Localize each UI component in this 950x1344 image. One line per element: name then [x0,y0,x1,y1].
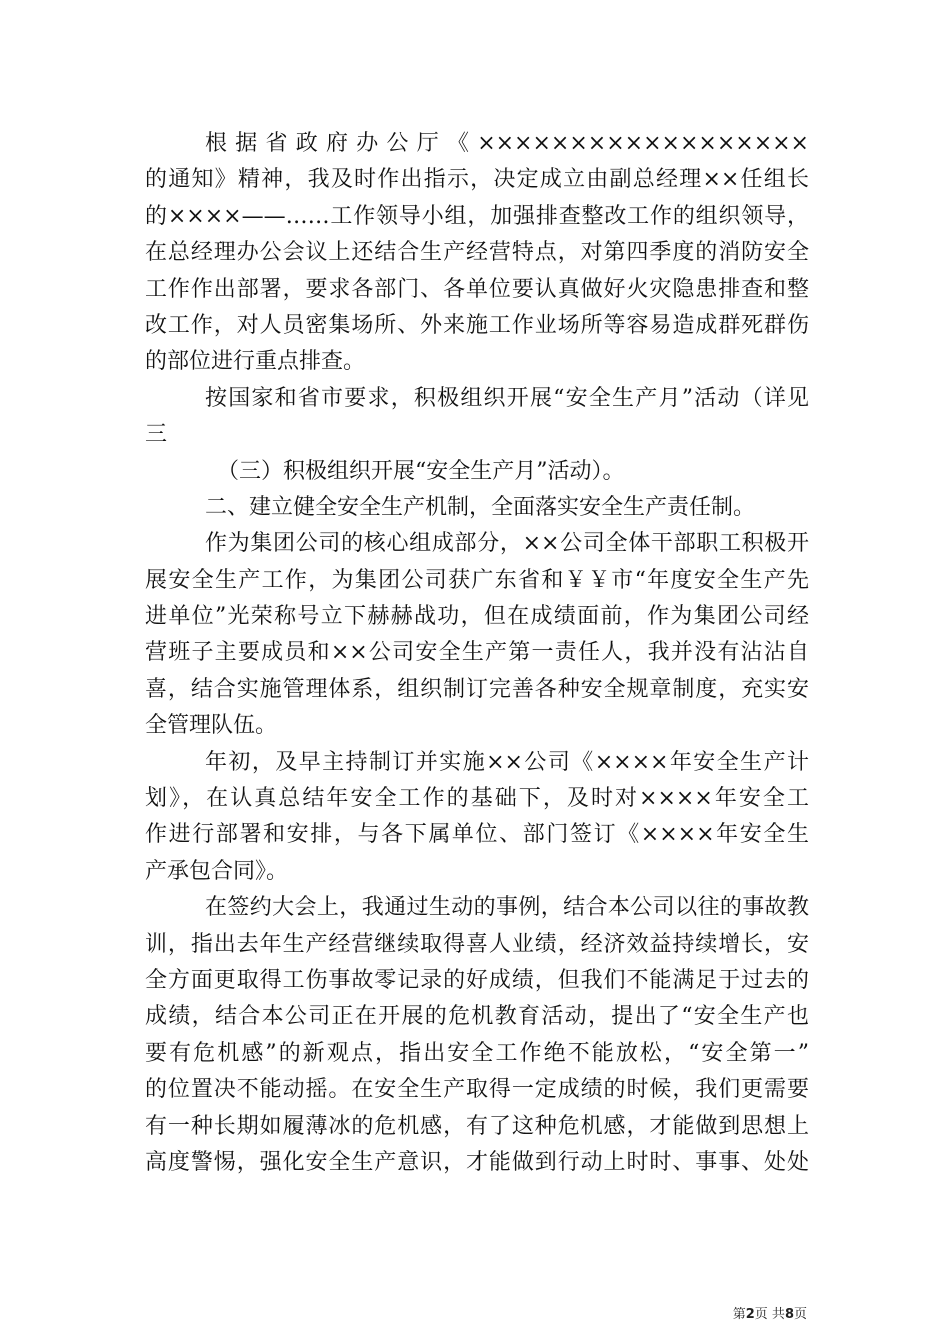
text-line: 全管理队伍。 [145,713,278,739]
total-page-number: 8 [784,1307,794,1322]
text-line: 的通知》精神，我及时作出指示，决定成立由副总经理××任组长 [145,167,809,193]
text-line: 的位置决不能动摇。在安全生产取得一定成绩的时候，我们更需要 [145,1077,809,1103]
text-line: 在总经理办公会议上还结合生产经营特点，对第四季度的消防安全 [145,240,809,266]
text-line: 根据省政府办公厅《×××××××××××××××××× [205,131,809,156]
footer-middle: 页 共 [754,1307,785,1322]
text-line: 在签约大会上，我通过生动的事例，结合本公司以往的事故教 [205,895,809,921]
document-body [145,126,809,1181]
text-line: 划》，在认真总结年安全工作的基础下，及时对××××年安全工 [145,786,809,812]
text-line: 成绩，结合本公司正在开展的危机教育活动，提出了“安全生产也 [145,1004,809,1030]
text-line: 高度警惕，强化安全生产意识，才能做到行动上时时、事事、处处 [145,1149,809,1175]
text-line: 作进行部署和安排，与各下属单位、部门签订《××××年安全生 [145,822,809,848]
text-line: 全方面更取得工伤事故零记录的好成绩，但我们不能满足于过去的 [145,967,809,993]
text-line: 年初，及早主持制订并实施××公司《××××年安全生产计 [205,749,809,775]
page-footer [733,1307,807,1323]
text-line: 进单位”光荣称号立下赫赫战功，但在成绩面前，作为集团公司经 [145,604,809,630]
text-line: 训，指出去年生产经营继续取得喜人业绩，经济效益持续增长，安 [145,931,809,957]
text-line: 有一种长期如履薄冰的危机感，有了这种危机感，才能做到思想上 [145,1113,809,1139]
text-line: 营班子主要成员和××公司安全生产第一责任人，我并没有沾沾自 [145,640,809,666]
text-line: 喜，结合实施管理体系，组织制订完善各种安全规章制度，充实安 [145,676,809,702]
text-line: 作为集团公司的核心组成部分，××公司全体干部职工积极开 [205,531,809,557]
text-line: 产承包合同》。 [145,858,289,884]
text-line: 按国家和省市要求，积极组织开展“安全生产月”活动（详见 [205,385,809,411]
text-line: 的部位进行重点排查。 [145,349,366,375]
current-page-number: 2 [745,1307,755,1322]
text-line: 的××××——……工作领导小组，加强排查整改工作的组织领导， [145,203,809,229]
text-line: （三）积极组织开展“安全生产月”活动）。 [217,458,625,484]
text-line: 改工作，对人员密集场所、外来施工作业场所等容易造成群死群伤 [145,312,809,338]
section-heading: 二、建立健全安全生产机制，全面落实安全生产责任制。 [205,494,756,520]
text-line: 要有危机感”的新观点，指出安全工作绝不能放松，“安全第一” [145,1040,809,1066]
footer-suffix: 页 [793,1307,807,1322]
text-line: 展安全生产工作，为集团公司获广东省和￥￥市“年度安全生产先 [145,567,809,593]
text-line: 三 [145,422,168,448]
text-line: 工作作出部署，要求各部门、各单位要认真做好火灾隐患排查和整 [145,276,809,302]
footer-prefix: 第 [732,1307,746,1322]
